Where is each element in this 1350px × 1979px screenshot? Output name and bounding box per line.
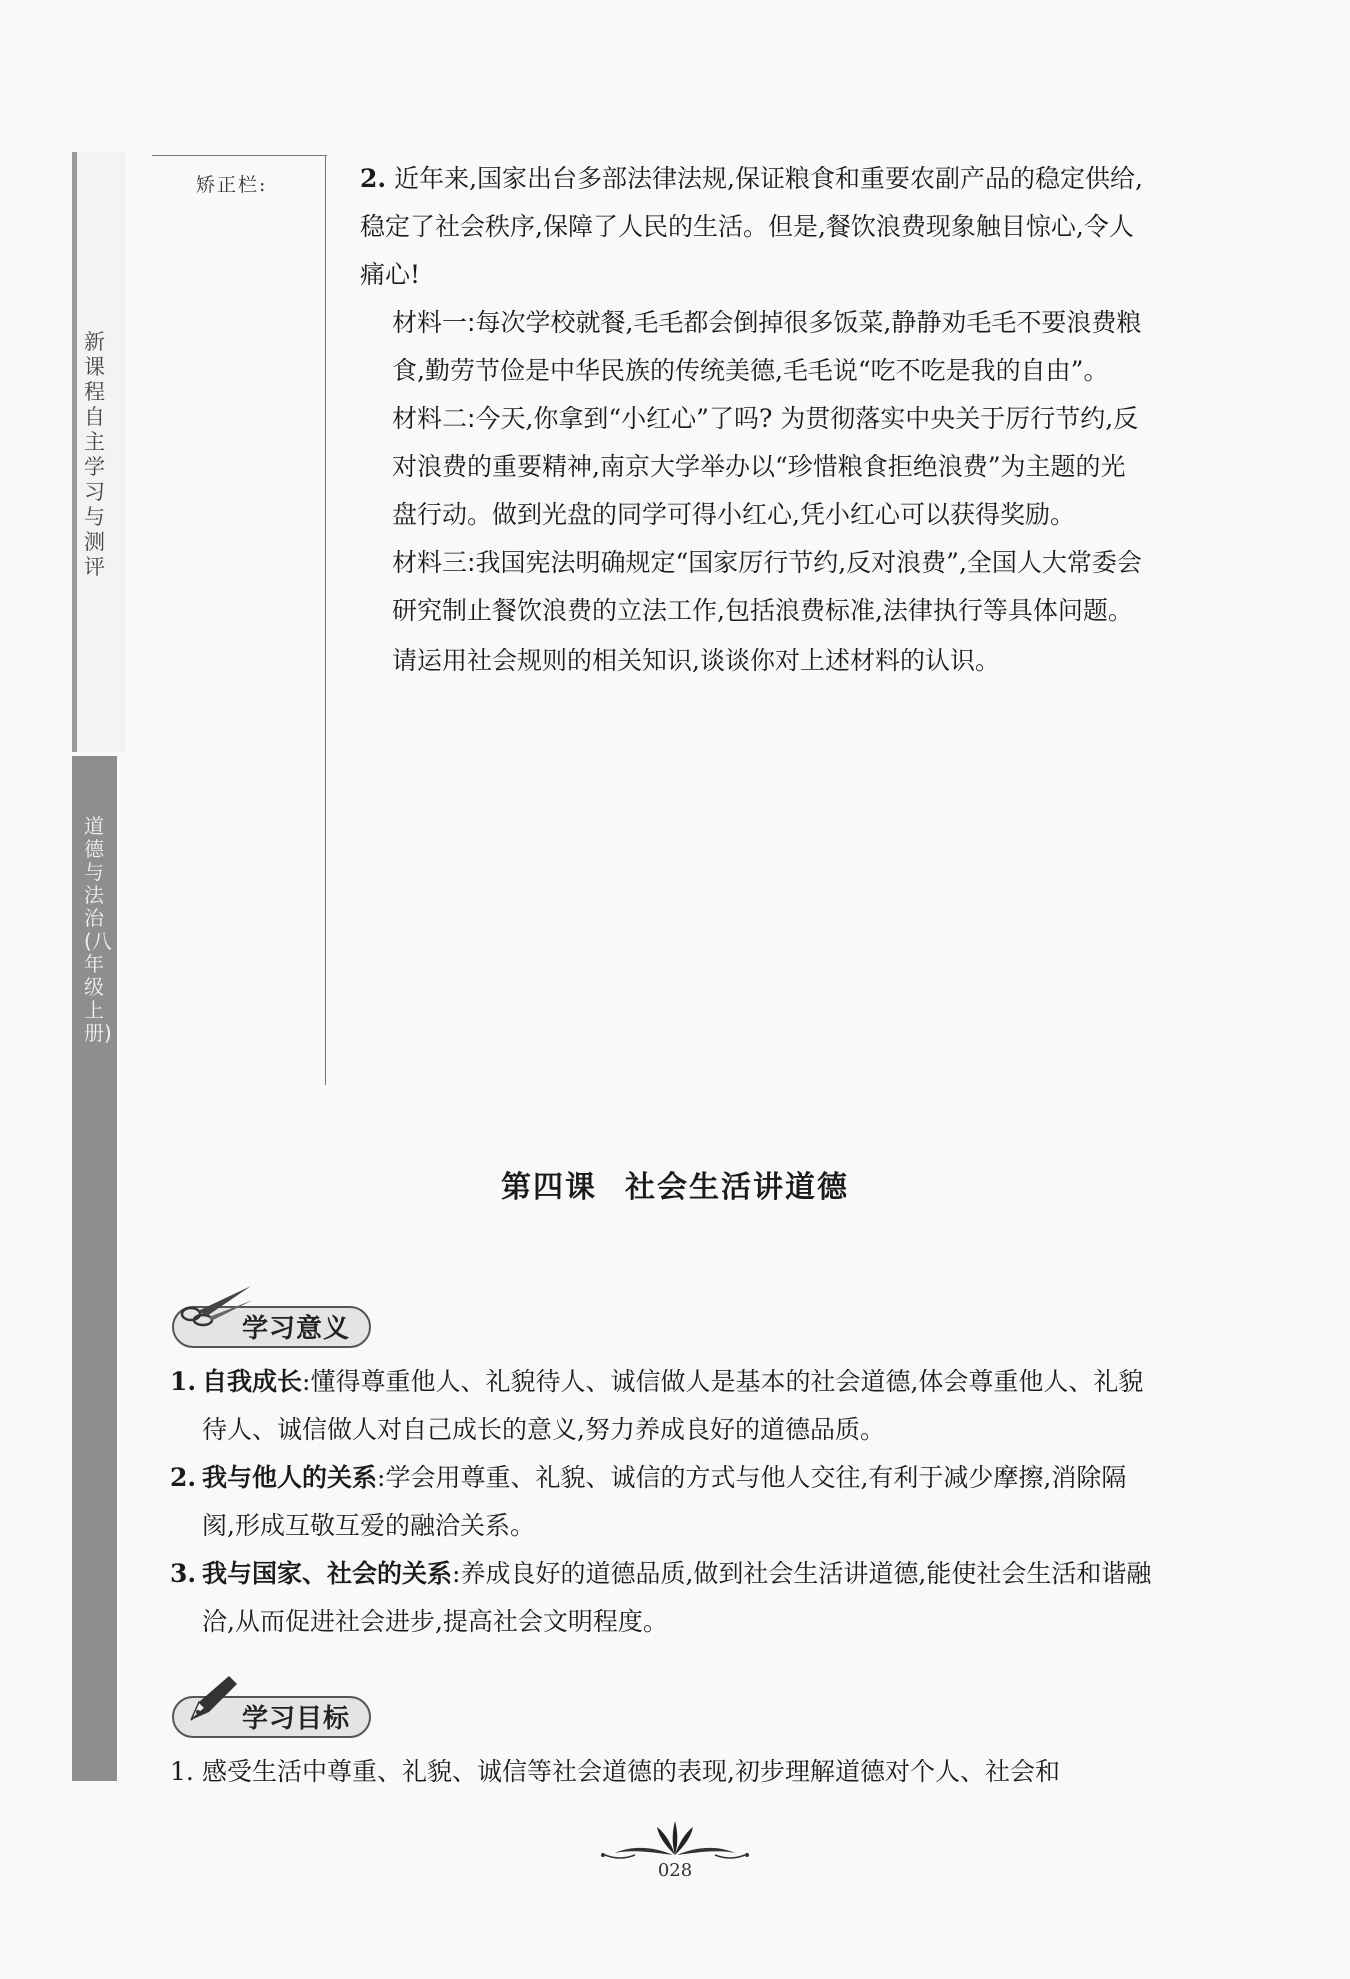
goals-list (170, 1748, 1155, 1796)
material-label: 材料一: (392, 308, 476, 337)
list-item: 1. 自我成长:懂得尊重他人、礼貌待人、诚信做人是基本的社会道德,体会尊重他人、礼貌待人、诚信做人对自己成长的意义,努力养成良好的道德品质。 (170, 1367, 1144, 1444)
material-2: 材料二:今天,你拿到“小红心”了吗? 为贯彻落实中央关于厉行节约,反对浪费的重要精神,南京大学举办以“珍惜粮食拒绝浪费”为主题的光盘行动。做到光盘的同学可得小红心,凭小红心可以获得奖励。 (392, 404, 1139, 529)
floral-ornament-icon (595, 1815, 755, 1865)
question-number: 2. (360, 164, 387, 193)
list-item: 3. 我与国家、社会的关系:养成良好的道德品质,做到社会生活讲道德,能使社会生活和谐融洽,从而促进社会进步,提高社会文明程度。 (170, 1559, 1152, 1636)
sidebar-series-title: 新课程自主学习与测评 (84, 330, 105, 579)
section-title-goals: 学习目标 (242, 1704, 351, 1734)
question-2 (360, 155, 1150, 685)
list-item: 1. 感受生活中尊重、礼貌、诚信等社会道德的表现,初步理解道德对个人、社会和 (170, 1757, 1060, 1786)
page-number: 028 (657, 1860, 693, 1881)
material-3: 材料三:我国宪法明确规定“国家厉行节约,反对浪费”,全国人大常委会研究制止餐饮浪费的立法工作,包括浪费标准,法律执行等具体问题。 (392, 548, 1142, 625)
lesson-title (0, 1162, 1350, 1206)
sidebar-book-title: 道德与法治(八年级上册) (84, 814, 112, 1045)
correction-label: 矫正栏: (196, 174, 268, 196)
material-1: 材料一:每次学校就餐,毛毛都会倒掉很多饭菜,静静劝毛毛不要浪费粮食,勤劳节俭是中华民族的传统美德,毛毛说“吃不吃是我的自由”。 (392, 308, 1142, 385)
lesson-name: 社会生活讲道德 (625, 1170, 849, 1205)
section-badge-goals (172, 1686, 372, 1734)
question-prompt: 请运用社会规则的相关知识,谈谈你对上述材料的认识。 (392, 646, 1000, 675)
question-intro: 2. 近年来,国家出台多部法律法规,保证粮食和重要农副产品的稳定供给,稳定了社会秩序,保障了人民的生活。但是,餐饮浪费现象触目惊心,令人痛心! (360, 164, 1143, 289)
list-item: 2. 我与他人的关系:学会用尊重、礼貌、诚信的方式与他人交往,有利于减少摩擦,消除隔阂,形成互敬互爱的融洽关系。 (170, 1463, 1127, 1540)
lesson-number: 第四课 (501, 1170, 597, 1205)
material-label: 材料二: (392, 404, 476, 433)
section-title-meaning: 学习意义 (242, 1314, 351, 1344)
pen-icon (177, 1668, 247, 1728)
correction-top-rule (152, 155, 327, 156)
correction-column-rule (325, 155, 326, 1085)
section-badge-meaning (172, 1296, 372, 1344)
meaning-list (170, 1358, 1155, 1646)
material-label: 材料三: (392, 548, 476, 577)
